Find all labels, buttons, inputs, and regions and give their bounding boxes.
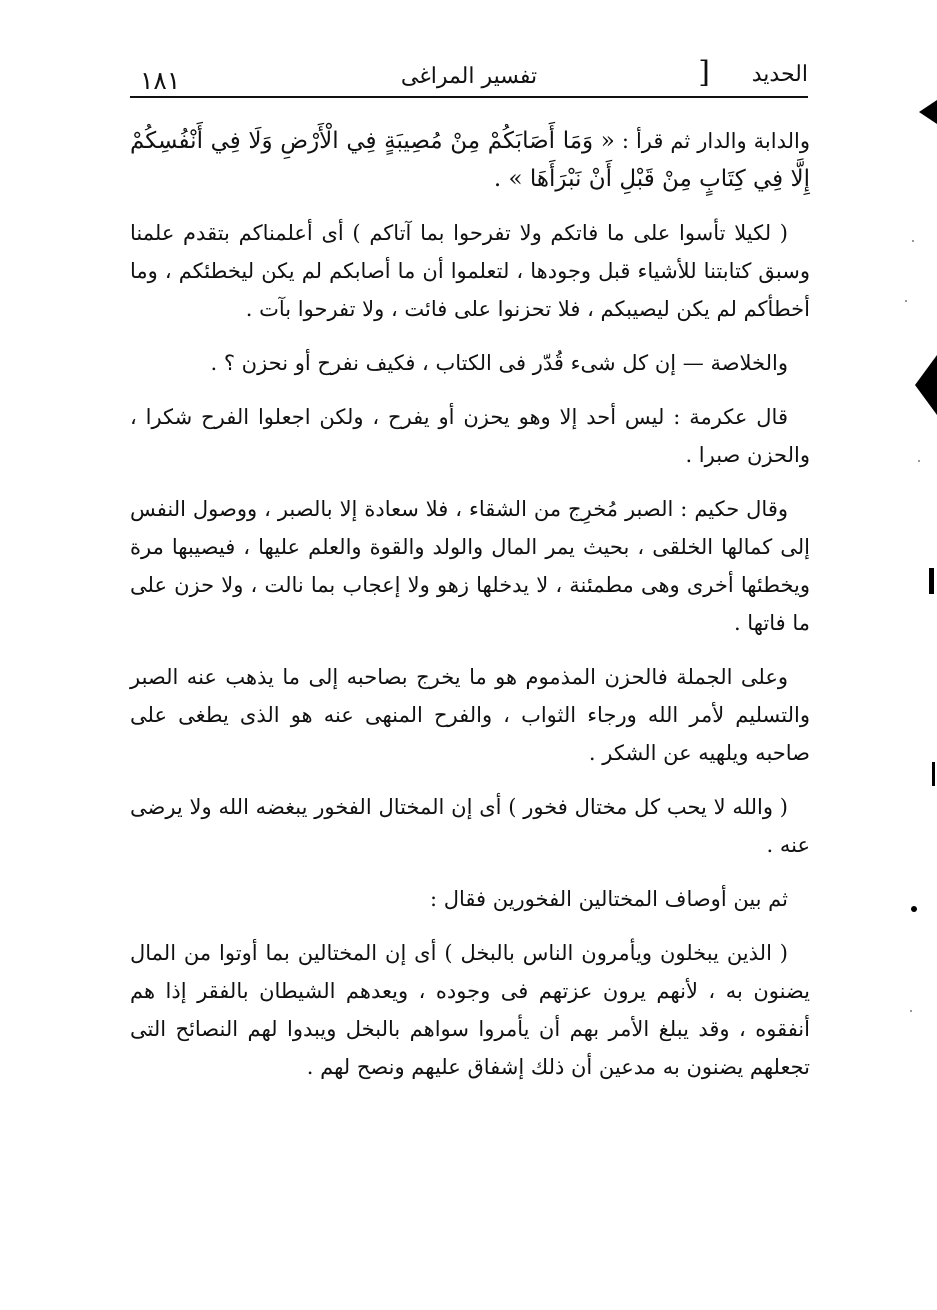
page-number: ١٨١: [140, 66, 181, 95]
scan-edge-dot: [911, 906, 917, 912]
surah-name: الحديد: [751, 62, 808, 87]
paragraph-5: وقال حكيم : الصبر مُخرِج من الشقاء ، فلا سعادة إلا بالصبر ، ووصول النفس إلى كمالها الخلقى ، بحيث يمر المال والولد والقوة والعلم عليها ، فيصيبها مرة ويخطئها أخرى وهى مطمئنة ، لا يدخلها زهو ولا إعجاب بما نالت ، ولا حزن على ما فاتها .: [130, 497, 810, 635]
scan-edge-mark-top: [919, 100, 937, 124]
scan-speck: [912, 240, 914, 242]
paragraph-4: قال عكرمة : ليس أحد إلا وهو يحزن أو يفرح ، ولكن اجعلوا الفرح شكرا ، والحزن صبرا .: [130, 405, 810, 467]
running-title: تفسير المراغى: [400, 64, 538, 89]
paragraph-9: ( الذين يبخلون ويأمرون الناس بالبخل ) أى إن المختالين بما أوتوا من المال يضنون به ، لأنهم يرون عزتهم فى وجوده ، ويعدهم الشيطان بالفقر إذا هم أنفقوه ، وقد يبلغ الأمر بهم أن يأمروا سواهم بالبخل ويبدوا لهم النصائح التى تجعلهم يضنون به مدعين أن ذلك إشفاق عليهم ونصح لهم .: [130, 941, 810, 1079]
scan-edge-mark-middle: [915, 355, 937, 415]
paragraph-2: ( لكيلا تأسوا على ما فاتكم ولا تفرحوا بما آتاكم ) أى أعلمناكم بتقدم علمنا وسبق كتابتنا للأشياء قبل وجودها ، لتعلموا أن ما أصابكم لم يكن ليخطئكم ، وما أخطأكم لم يكن ليصيبكم ، فلا تحزنوا على فائت ، ولا تفرحوا بآت .: [130, 221, 810, 321]
scan-speck: [918, 460, 920, 462]
paragraph-7: ( والله لا يحب كل مختال فخور ) أى إن المختال الفخور يبغضه الله ولا يرضى عنه .: [130, 795, 810, 857]
paragraph-3: والخلاصة — إن كل شىء قُدّر فى الكتاب ، فكيف نفرح أو نحزن ؟ .: [210, 351, 788, 375]
quran-verse: « وَمَا أَصَابَكُمْ مِنْ مُصِيبَةٍ فِي الْأَرْضِ وَلَا فِي أَنْفُسِكُمْ إِلَّا فِي كِتَابٍ مِنْ قَبْلِ أَنْ نَبْرَأَهَا » .: [130, 128, 810, 192]
scan-speck: [905, 300, 907, 302]
paragraph-8: ثم بين أوصاف المختالين الفخورين فقال :: [429, 887, 788, 911]
page-header: [130, 52, 808, 98]
header-bracket: ]: [698, 55, 710, 90]
scan-edge-tick-2: [932, 762, 935, 786]
paragraph-1: [130, 122, 810, 198]
scan-speck: [910, 1010, 912, 1012]
scan-edge-tick-1: [929, 568, 934, 594]
body-text: [130, 122, 810, 1102]
paragraph-1-lead: والدابة والدار ثم قرأ :: [614, 129, 810, 153]
paragraph-6: وعلى الجملة فالحزن المذموم هو ما يخرج بصاحبه إلى ما يذهب عنه الصبر والتسليم لأمر الله ورجاء الثواب ، والفرح المنهى عنه هو الذى يطغى على صاحبه ويلهيه عن الشكر .: [130, 665, 810, 765]
